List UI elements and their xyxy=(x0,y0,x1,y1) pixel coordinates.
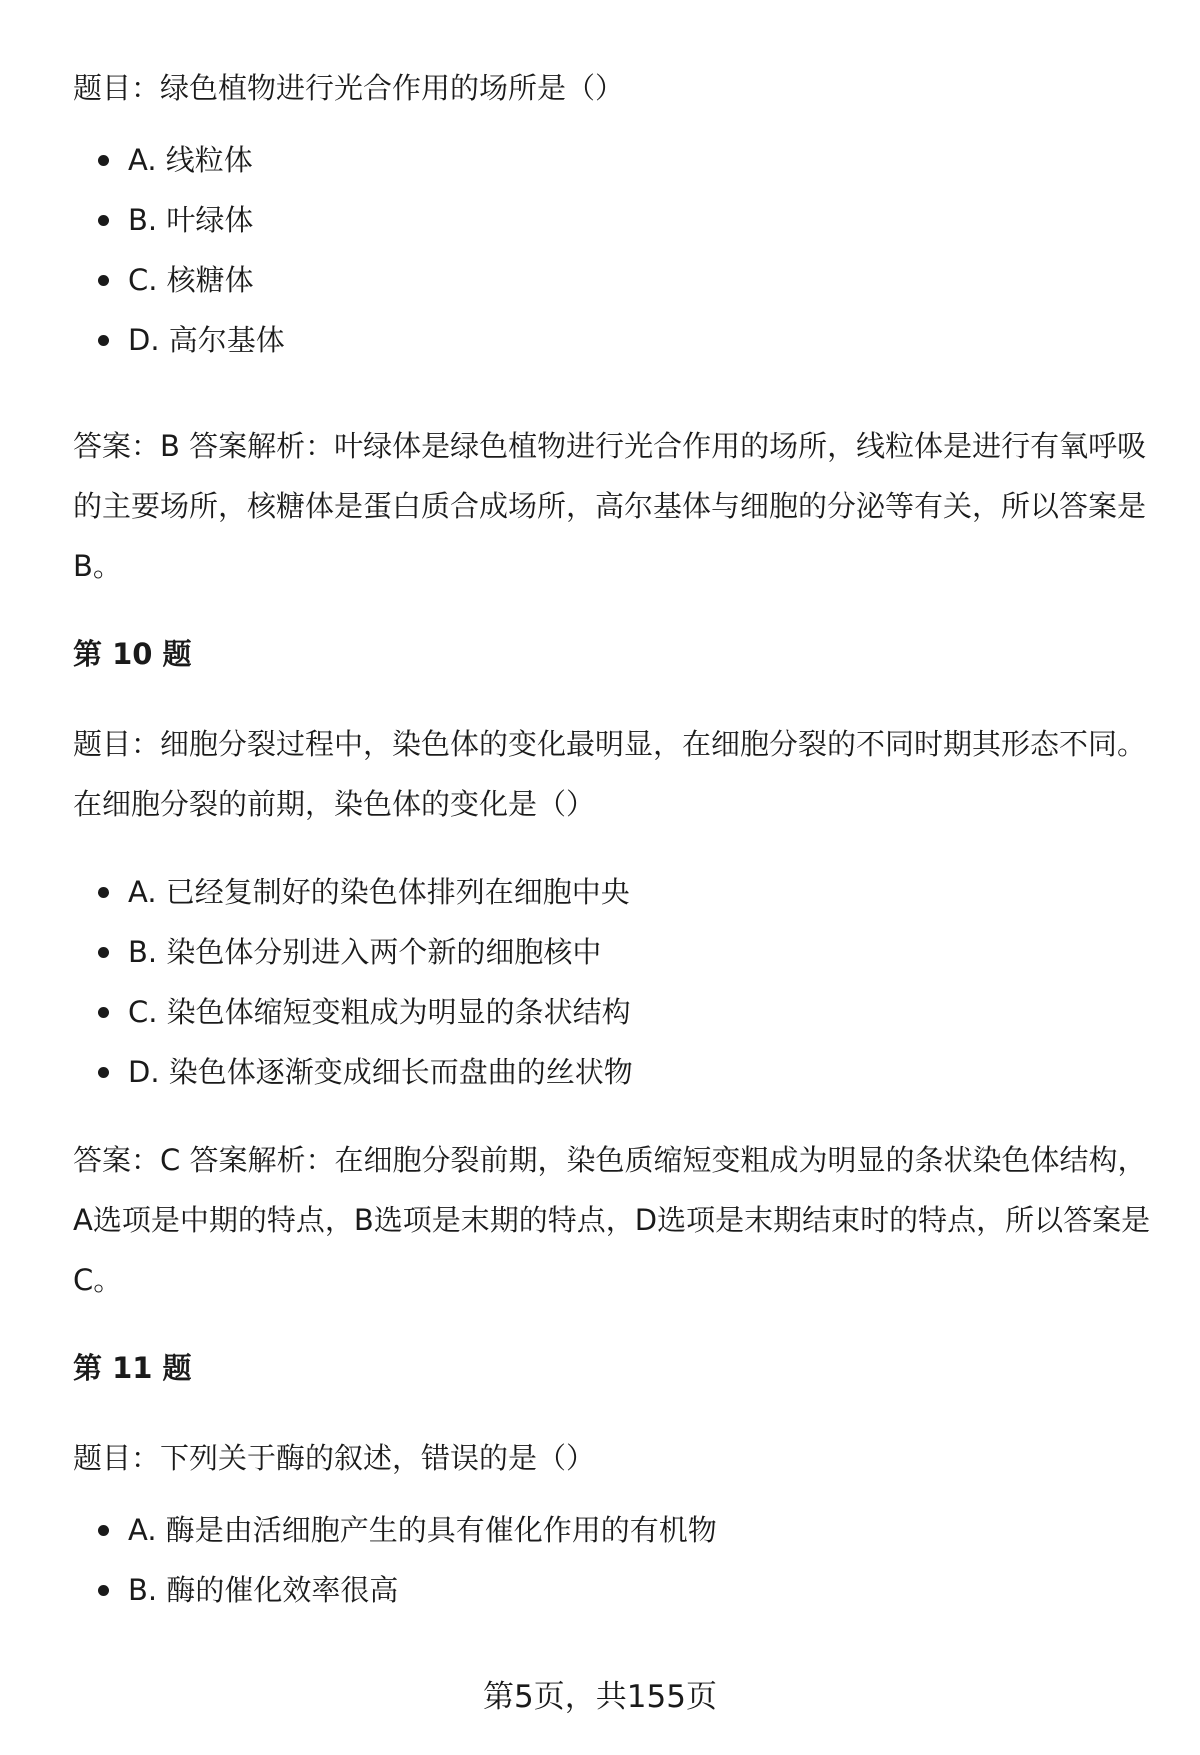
question-11-heading: 第 11 题 xyxy=(73,1351,192,1385)
page-number-footer: 第5页，共155页 xyxy=(483,1679,717,1715)
option-item xyxy=(0,310,1200,370)
bullet-icon xyxy=(98,155,109,166)
bullet-icon xyxy=(98,215,109,226)
question-11-options xyxy=(0,1500,1200,1620)
bullet-icon xyxy=(98,275,109,286)
bullet-icon xyxy=(98,1067,109,1078)
question-10-answer: 答案：C 答案解析：在细胞分裂前期，染色质缩短变粗成为明显的条状染色体结构，A选项是中期的特点，B选项是末期的特点，D选项是末期结束时的特点，所以答案是C。 xyxy=(73,1143,1151,1297)
option-label: B. 酶的催化效率很高 xyxy=(128,1573,399,1607)
bullet-icon xyxy=(98,887,109,898)
option-item xyxy=(0,130,1200,190)
option-label: B. 叶绿体 xyxy=(128,203,254,237)
option-item xyxy=(0,190,1200,250)
option-label: A. 已经复制好的染色体排列在细胞中央 xyxy=(128,875,630,909)
option-item xyxy=(0,1500,1200,1560)
question-9-options xyxy=(0,130,1200,370)
question-11-text: 题目：下列关于酶的叙述，错误的是（） xyxy=(73,1441,596,1475)
option-label: C. 核糖体 xyxy=(128,263,254,297)
option-label: D. 染色体逐渐变成细长而盘曲的丝状物 xyxy=(128,1055,633,1089)
bullet-icon xyxy=(98,947,109,958)
bullet-icon xyxy=(98,1525,109,1536)
option-label: A. 线粒体 xyxy=(128,143,253,177)
question-9-text: 题目：绿色植物进行光合作用的场所是（） xyxy=(73,71,625,105)
option-label: B. 染色体分别进入两个新的细胞核中 xyxy=(128,935,602,969)
option-item xyxy=(0,922,1200,982)
question-10-heading: 第 10 题 xyxy=(73,637,192,671)
option-label: C. 染色体缩短变粗成为明显的条状结构 xyxy=(128,995,631,1029)
option-item xyxy=(0,1560,1200,1620)
question-9-answer: 答案：B 答案解析：叶绿体是绿色植物进行光合作用的场所，线粒体是进行有氧呼吸的主要场所，核糖体是蛋白质合成场所，高尔基体与细胞的分泌等有关，所以答案是B。 xyxy=(73,429,1147,583)
question-10-options xyxy=(0,862,1200,1102)
option-item xyxy=(0,250,1200,310)
bullet-icon xyxy=(98,1585,109,1596)
option-item xyxy=(0,1042,1200,1102)
question-10-text: 题目：细胞分裂过程中，染色体的变化最明显，在细胞分裂的不同时期其形态不同。在细胞分裂的前期，染色体的变化是（） xyxy=(73,727,1147,821)
bullet-icon xyxy=(98,335,109,346)
option-item xyxy=(0,982,1200,1042)
option-label: A. 酶是由活细胞产生的具有催化作用的有机物 xyxy=(128,1513,717,1547)
option-item xyxy=(0,862,1200,922)
option-label: D. 高尔基体 xyxy=(128,323,285,357)
bullet-icon xyxy=(98,1007,109,1018)
